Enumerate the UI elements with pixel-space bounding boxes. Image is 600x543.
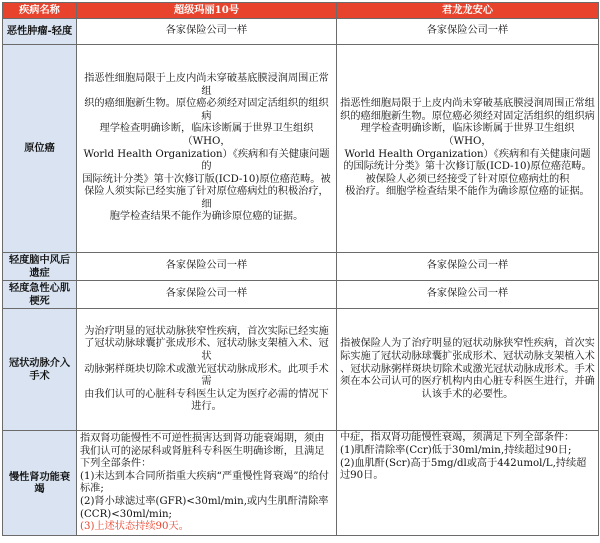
- product-b-cell: 各家保险公司一样: [337, 253, 599, 281]
- cell-line: 极治疗。细胞学检查结果不能作为确诊原位癌的证据。: [345, 186, 590, 198]
- cell-line: (1)未达到本合同所指重大疾病“严重慢性肾衰竭”的给付标准;: [80, 470, 329, 495]
- cell-line: 理学检查明确诊断，临床诊断属于世界卫生组织（WHO，: [99, 123, 314, 147]
- cell-line: World Health Organization）《疾病和有关健康问题的: [83, 148, 330, 173]
- product-b-cell: 各家保险公司一样: [337, 19, 599, 45]
- table-row: [3, 431, 599, 536]
- cell-line: 指双肾功能慢性不可逆性损害达到肾功能衰竭期，须由我们认可的泌尿科或肾脏科专科医生明确诊断，且满足下列全部条件：: [80, 433, 325, 470]
- cell-line: (2)肾小球滤过率(GFR)<30ml/min,或内生肌酐清除率(CCR)<30ml/min;: [80, 495, 329, 520]
- table-header-row: [3, 3, 599, 19]
- table-row: [3, 19, 599, 45]
- cell-line: 织的癌细胞新生物。原位癌必须经对固定活组织的组织病: [340, 110, 595, 122]
- cell-line: 保险人须实际已经实施了针对原位癌病灶的积极治疗，细: [84, 186, 329, 210]
- product-b-cell: [337, 309, 599, 431]
- table-row: [3, 281, 599, 309]
- cell-line: 指恶性细胞局限于上皮内尚未穿破基底膜浸润周围正常组: [84, 72, 329, 97]
- product-a-cell: [77, 309, 337, 431]
- disease-label: 恶性肿瘤-轻度: [3, 19, 77, 45]
- cell-line: 指恶性细胞局限于上皮内尚未穿破基底膜浸润周围正常组: [340, 98, 595, 110]
- cell-line: 、冠状动脉粥样斑块切除术或激光冠状动脉成形术。手术: [340, 363, 595, 375]
- disease-label: 冠状动脉介入手术: [3, 309, 77, 431]
- table-row: [3, 253, 599, 281]
- cell-line: 织的癌细胞新生物。原位癌必须经对固定活组织的组织病: [84, 98, 329, 122]
- product-a-cell: 各家保险公司一样: [77, 281, 337, 309]
- cell-line: 为治疗明显的冠状动脉狭窄性疾病，首次实际已经实施: [84, 325, 329, 337]
- header-product-b: 君龙龙安心: [337, 3, 599, 19]
- cell-line: 际实施了冠状动脉球囊扩张成形术、冠状动脉支架植入术: [340, 350, 595, 362]
- cell-line: 中症，指双肾功能慢性衰竭，须满足下列全部条件：: [340, 432, 575, 444]
- header-disease-name: 疾病名称: [3, 3, 77, 19]
- cell-line-highlight: (3)上述状态持续90天。: [80, 521, 189, 533]
- product-b-cell: 各家保险公司一样: [337, 281, 599, 309]
- disease-label: 原位癌: [3, 45, 77, 253]
- cell-line: 须在本公司认可的医疗机构内由心脏专科医生进行，并确: [340, 376, 595, 388]
- product-a-cell: [77, 431, 337, 536]
- cell-line: 由我们认可的心脏科专科医生认定为医疗必需的情况下进行。: [84, 388, 329, 413]
- table-row: [3, 45, 599, 253]
- product-a-cell: 各家保险公司一样: [77, 19, 337, 45]
- header-product-a: 超级玛丽10号: [77, 3, 337, 19]
- disease-label: 轻度脑中风后遗症: [3, 253, 77, 281]
- cell-line: (1)肌酐清除率(Ccr)低于30ml/min,持续超过90日;: [340, 444, 572, 456]
- cell-line: 动脉粥样斑块切除术或激光冠状动脉成形术。此项手术需: [84, 363, 329, 388]
- product-a-cell: 各家保险公司一样: [77, 253, 337, 281]
- cell-line: 指被保险人为了治疗明显的冠状动脉狭窄性疾病，首次实: [340, 338, 595, 350]
- table-row: [3, 309, 599, 431]
- cell-line: (2)血肌酐(Scr)高于5mg/dl或高于442umol/L,持续超过90日。: [340, 457, 587, 482]
- cell-line: World Health Organization）《疾病和有关健康问题的国际统计分类》第十次修订版(ICD-10)原位癌范畴。被保险人必须已经接受了针对原位癌病灶的积: [343, 148, 592, 185]
- disease-label: 慢性肾功能衰竭: [3, 431, 77, 536]
- disease-label: 轻度急性心肌梗死: [3, 281, 77, 309]
- cell-line: 国际统计分类》第十次修订版(ICD-10)原位癌范畴。被: [82, 173, 331, 185]
- cell-line: 认该手术的必要性。: [421, 388, 514, 400]
- cell-line: 了冠状动脉球囊扩张成形术、冠状动脉支架植入术、冠状: [84, 338, 329, 362]
- product-b-cell: [337, 45, 599, 253]
- cell-line: 胞学检查结果不能作为确诊原位癌的证据。: [109, 211, 304, 223]
- product-b-cell: [337, 431, 599, 536]
- product-a-cell: [77, 45, 337, 253]
- disease-comparison-table: [2, 2, 599, 536]
- cell-line: 理学检查明确诊断，临床诊断属于世界卫生组织（WHO，: [360, 123, 575, 147]
